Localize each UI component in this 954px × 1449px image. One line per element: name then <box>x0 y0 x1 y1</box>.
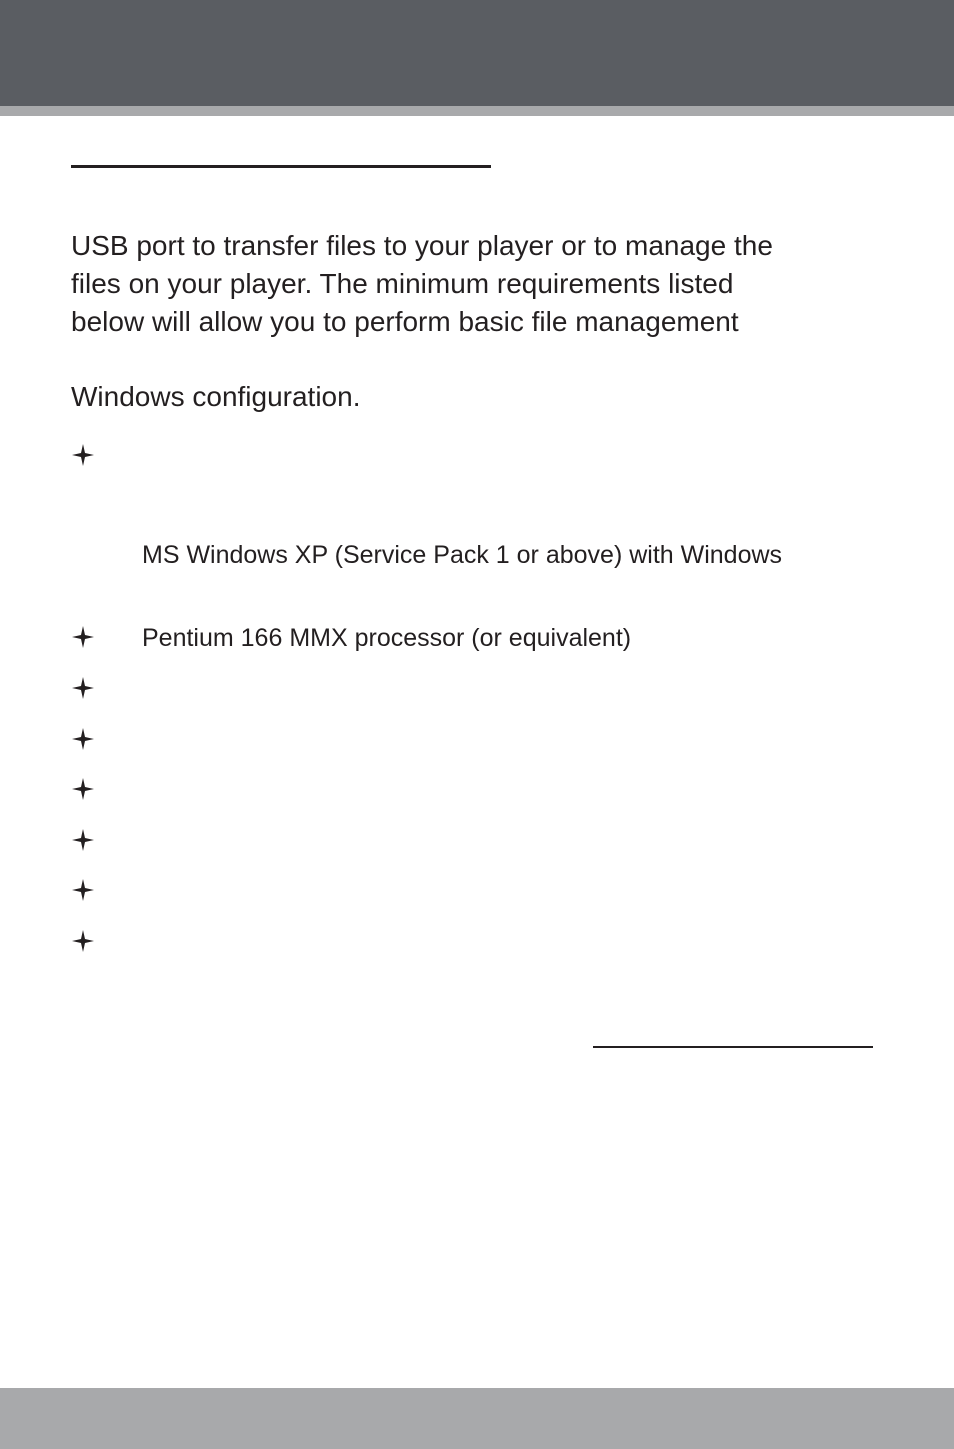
bullet-star-icon <box>72 728 94 750</box>
bullet-star-icon <box>72 930 94 952</box>
intro-line-2: files on your player. The minimum requirements listed <box>71 268 734 299</box>
intro-line-3: below will allow you to perform basic file management <box>71 306 739 337</box>
link-underline <box>593 1046 873 1048</box>
intro-line-4: Windows configuration. <box>71 381 361 412</box>
heading-underline <box>71 165 491 168</box>
header-stripe <box>0 106 954 116</box>
intro-line-1: USB port to transfer files to your player or to manage the <box>71 230 773 261</box>
bullet-star-icon <box>72 444 94 466</box>
bullet-star-icon <box>72 778 94 800</box>
bullet-star-icon <box>72 879 94 901</box>
bullet-star-icon <box>72 677 94 699</box>
requirement-processor: Pentium 166 MMX processor (or equivalent) <box>142 624 632 652</box>
bullet-star-icon <box>72 829 94 851</box>
footer-bar <box>0 1388 954 1449</box>
bullet-star-icon <box>72 626 94 648</box>
header-bar <box>0 0 954 106</box>
requirement-os: MS Windows XP (Service Pack 1 or above) with Windows <box>142 541 783 569</box>
